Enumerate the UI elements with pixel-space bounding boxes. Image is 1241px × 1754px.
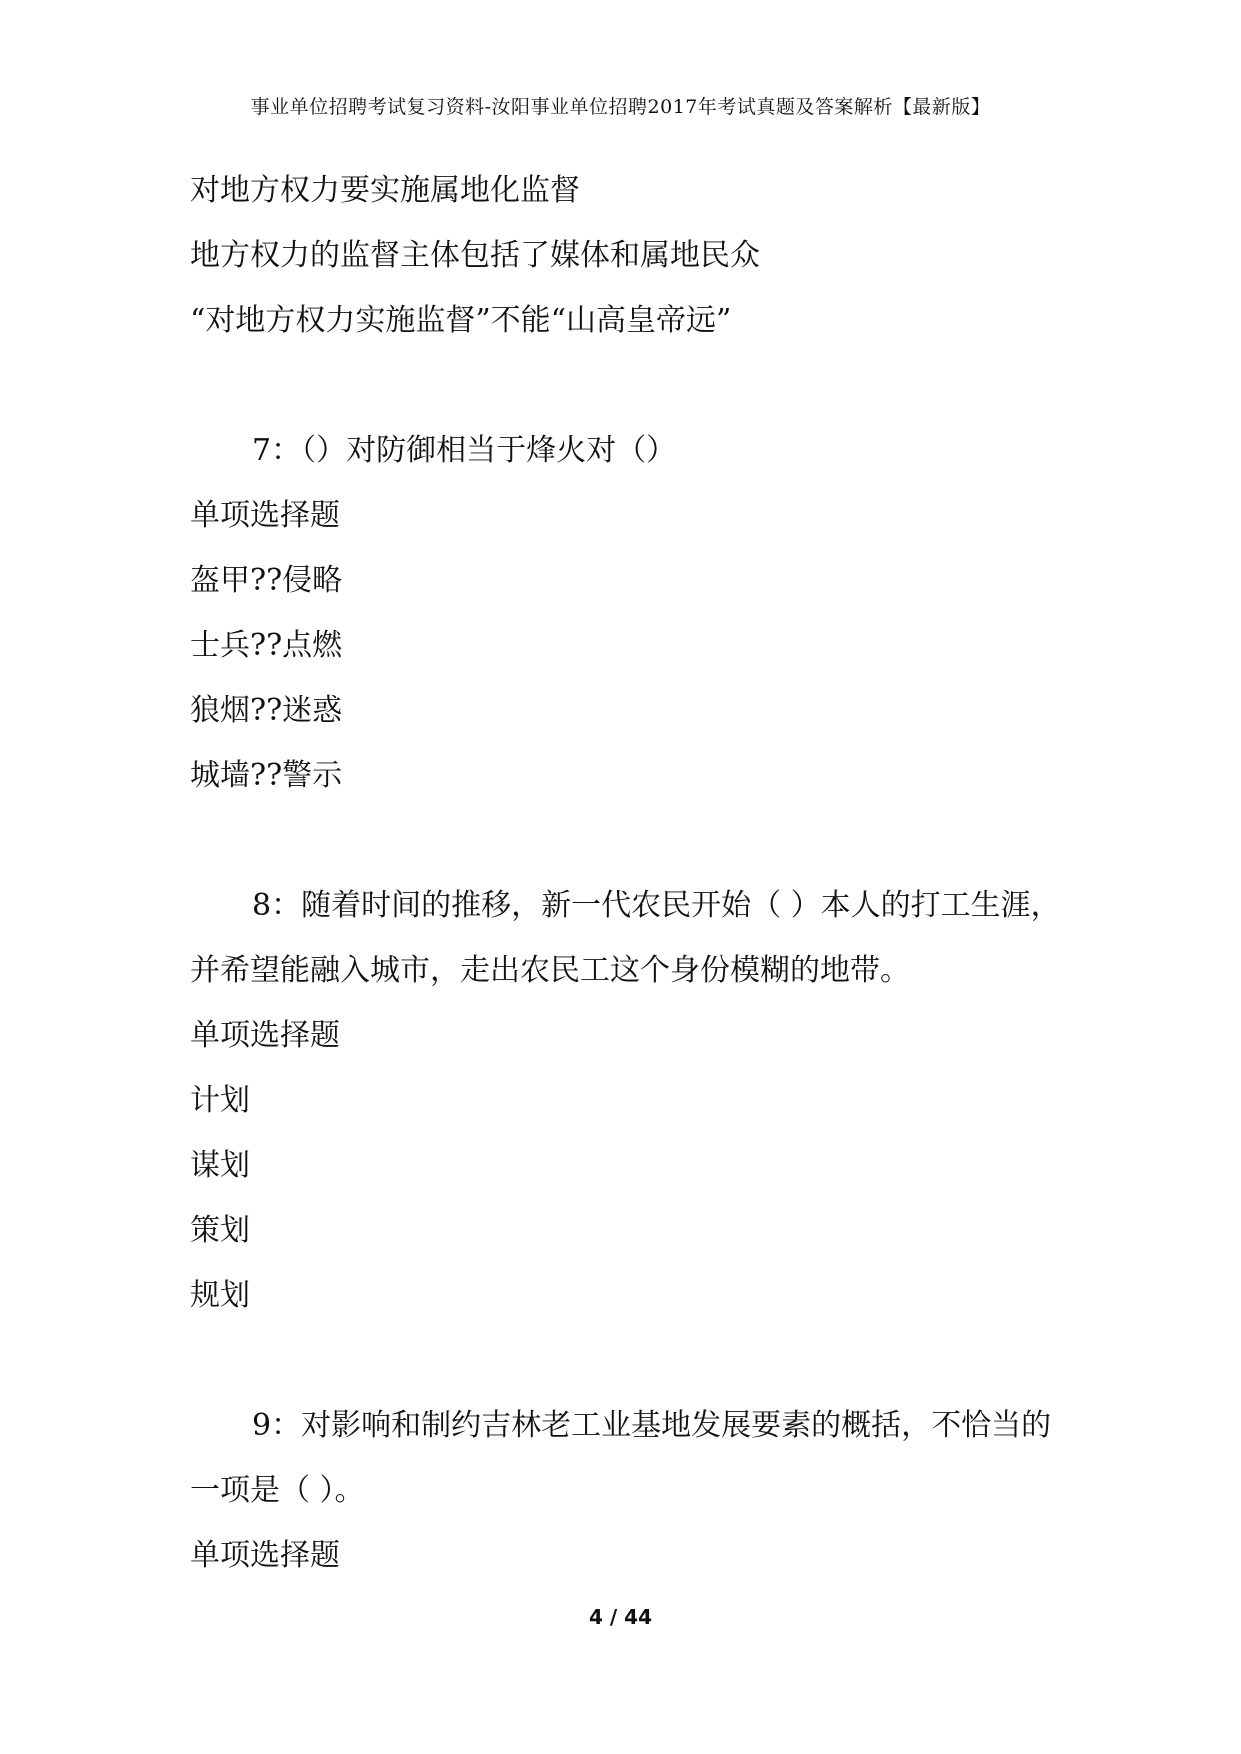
- question-8-type: 单项选择题: [190, 1018, 340, 1053]
- option-item: 对地方权力要实施属地化监督: [190, 173, 580, 208]
- option-item: 狼烟??迷惑: [190, 693, 343, 728]
- page-header: 事业单位招聘考试复习资料-汝阳事业单位招聘2017年考试真题及答案解析【最新版】: [250, 96, 991, 118]
- option-item: 计划: [190, 1083, 250, 1118]
- question-7-type: 单项选择题: [190, 498, 340, 533]
- option-item: 谋划: [190, 1148, 250, 1183]
- option-item: 策划: [190, 1213, 250, 1248]
- question-9-stem: 9：对影响和制约吉林老工业基地发展要素的概括，不恰当的一项是（ ）。: [190, 1408, 1052, 1508]
- option-item: “对地方权力实施监督”不能“山高皇帝远”: [190, 303, 732, 338]
- question-7-stem: 7：（）对防御相当于烽火对（）: [252, 433, 677, 468]
- option-item: 城墙??警示: [190, 758, 343, 793]
- option-item: 规划: [190, 1278, 250, 1313]
- option-item: 盔甲??侵略: [190, 563, 343, 598]
- spacer: [190, 353, 1070, 418]
- question-8-stem: 8：随着时间的推移，新一代农民开始（ ）本人的打工生涯，并希望能融入城市，走出农民工这个身份模糊的地带。: [190, 888, 1061, 988]
- option-item: 士兵??点燃: [190, 628, 343, 663]
- question-9-type: 单项选择题: [190, 1538, 340, 1573]
- page-content: [190, 158, 1070, 1588]
- option-item: 地方权力的监督主体包括了媒体和属地民众: [190, 238, 760, 273]
- page-number: 4 / 44: [589, 1605, 652, 1629]
- spacer: [190, 1328, 1070, 1393]
- spacer: [190, 808, 1070, 873]
